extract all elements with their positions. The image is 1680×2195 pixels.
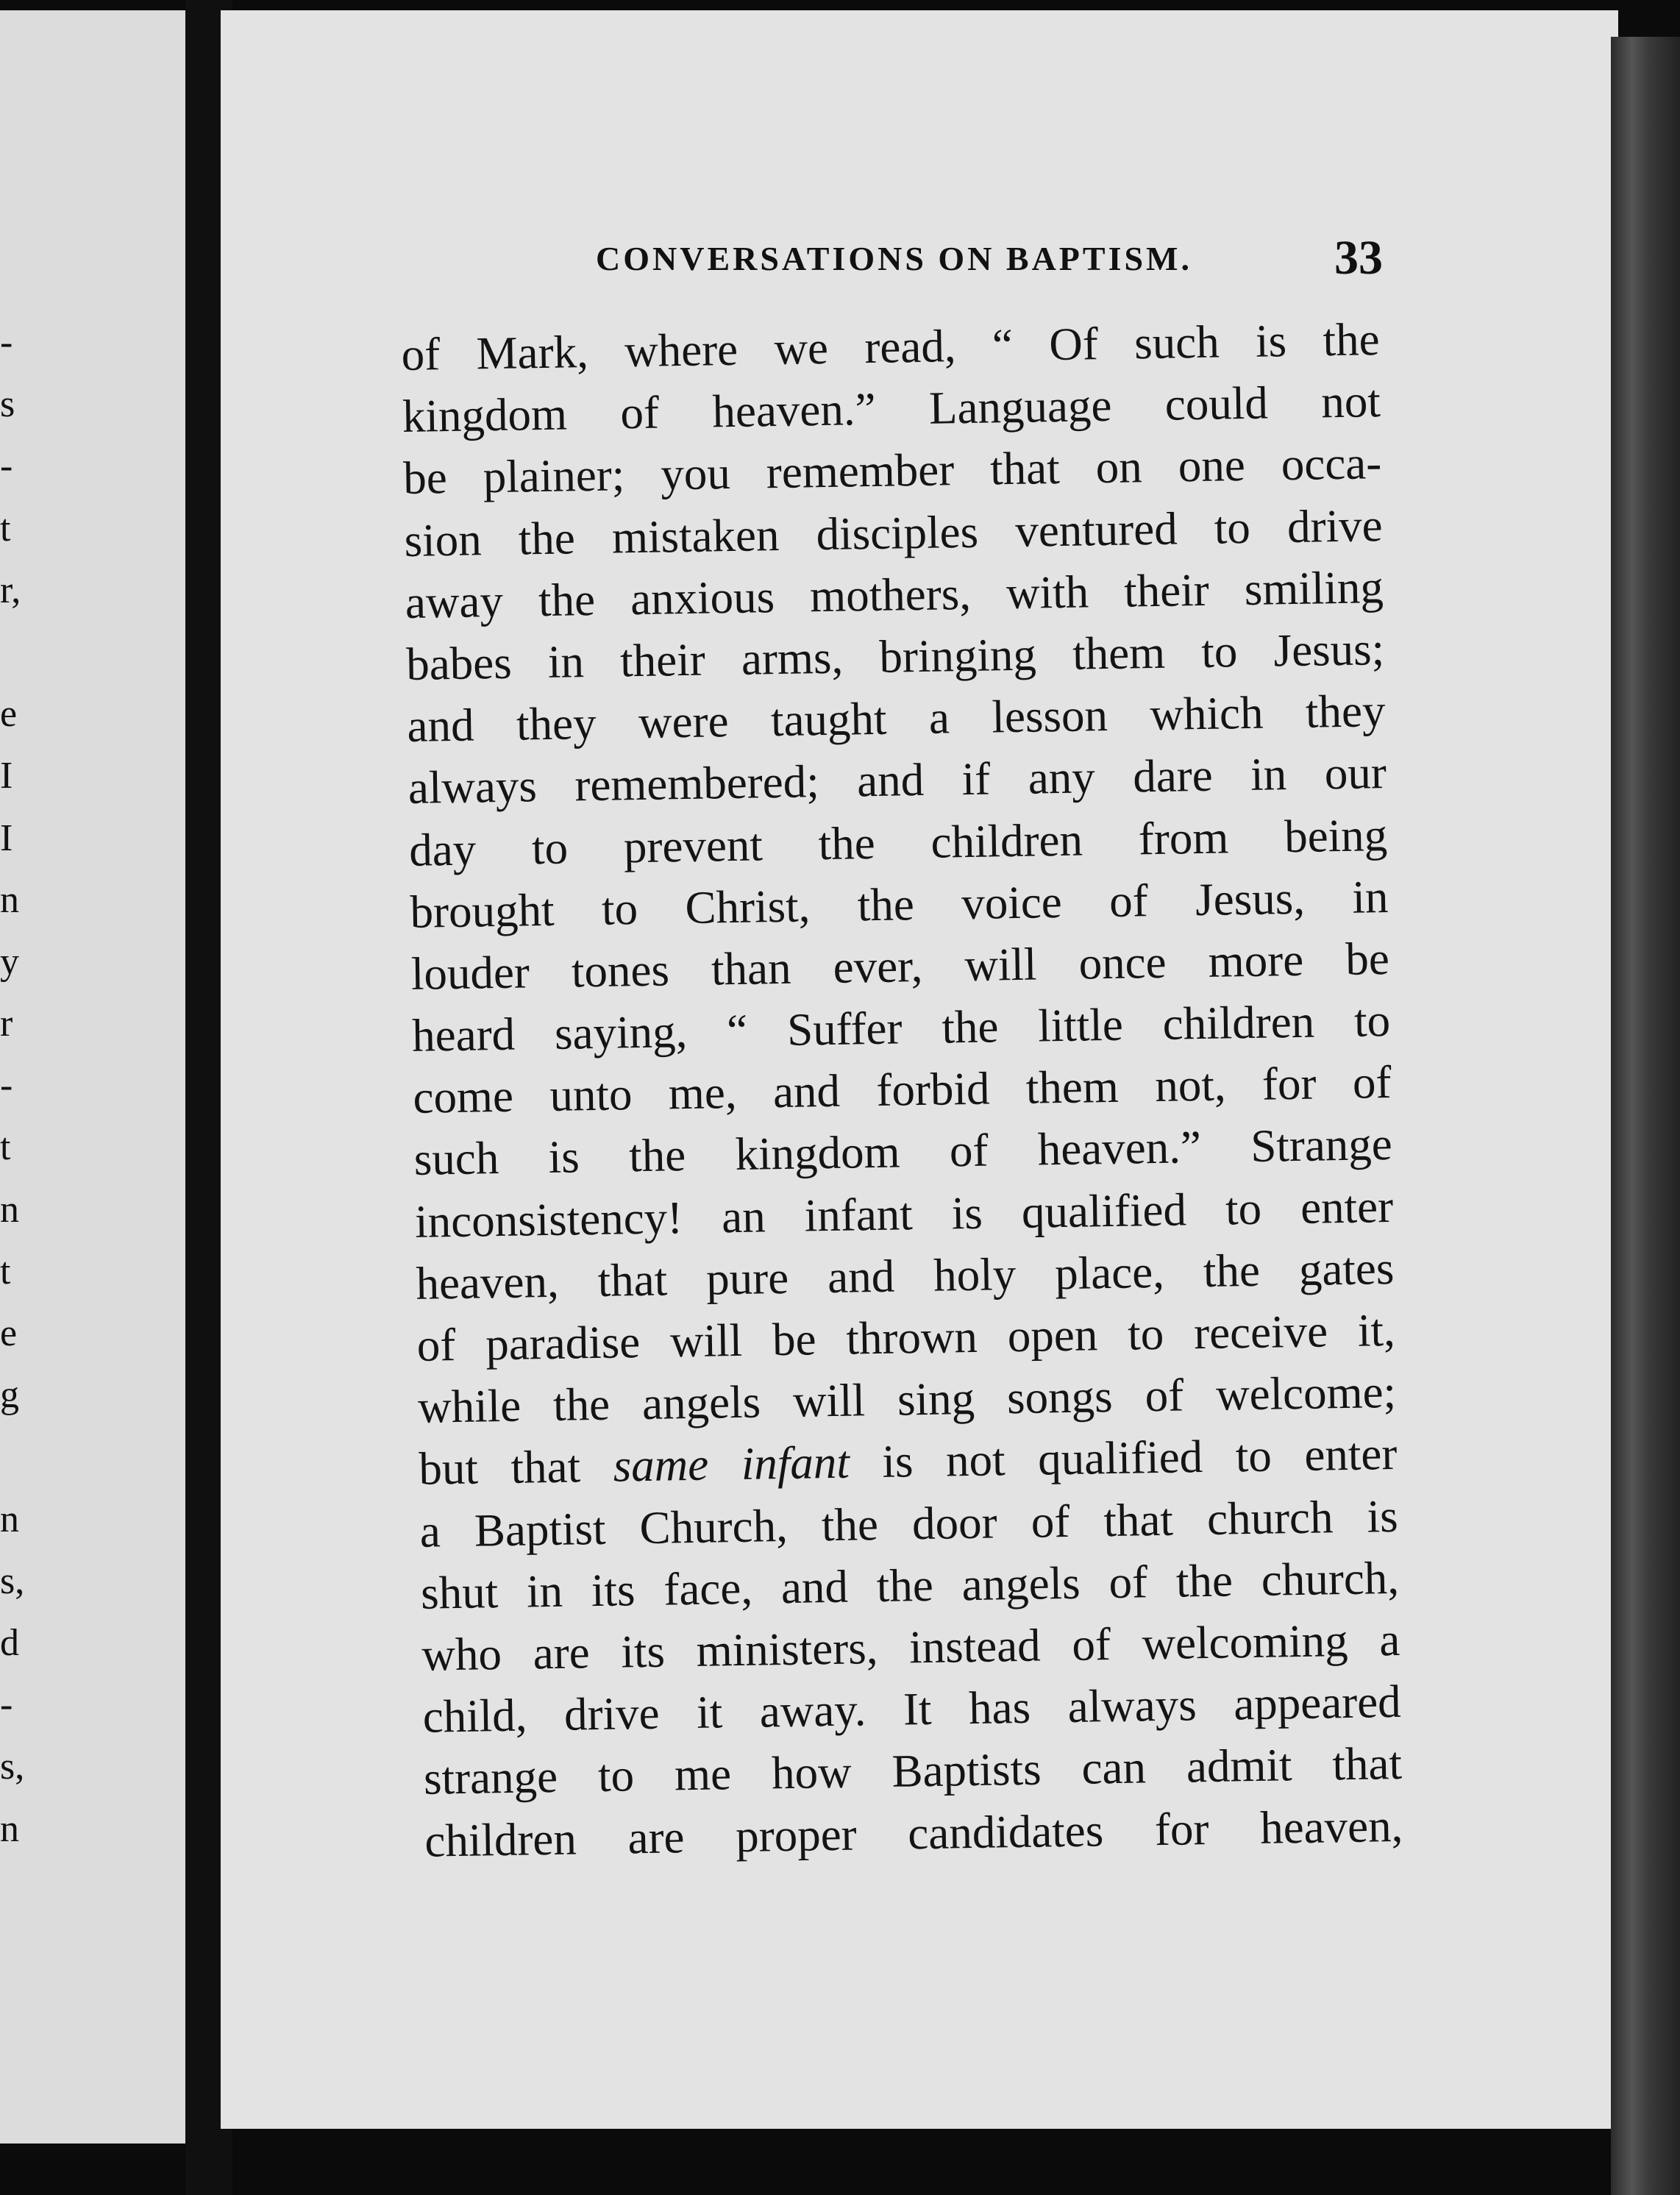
text-line: inconsistency! an infant is qualified to enter bbox=[414, 1180, 1394, 1248]
left-fragment: t bbox=[0, 1126, 11, 1169]
left-fragment bbox=[0, 1426, 29, 1488]
line-end: is not qualified to enter bbox=[849, 1428, 1398, 1488]
text-line: a Baptist Church, the door of that church is bbox=[419, 1490, 1399, 1557]
left-fragment: n bbox=[0, 1188, 19, 1231]
left-fragment: e bbox=[0, 1312, 18, 1354]
text-line: sion the mistaken disciples ventured to drive bbox=[404, 499, 1384, 566]
left-fragment: g bbox=[0, 1374, 19, 1417]
text-line: and they were taught a lesson which they bbox=[407, 685, 1386, 753]
left-fragment: r, bbox=[0, 569, 21, 611]
left-fragment: s, bbox=[0, 1559, 25, 1602]
left-fragment: t bbox=[0, 1250, 11, 1292]
left-fragment: y bbox=[0, 940, 19, 983]
left-fragment: I bbox=[0, 817, 13, 859]
text-line: babes in their arms, bringing them to Jesus; bbox=[405, 622, 1385, 690]
text-line: away the anxious mothers, with their smiling bbox=[405, 561, 1384, 628]
italic-phrase: same infant bbox=[613, 1436, 850, 1493]
text-line: who are its ministers, instead of welcoming a bbox=[421, 1613, 1400, 1681]
text-line: be plainer; you remember that on one occa- bbox=[402, 437, 1382, 505]
text-line: heaven, that pure and holy place, the gates bbox=[415, 1242, 1395, 1309]
text-line: children are proper candidates for heaven, bbox=[424, 1799, 1403, 1867]
line-start: but that bbox=[418, 1440, 614, 1495]
left-fragment: - bbox=[0, 1684, 13, 1726]
left-fragment: e bbox=[0, 693, 18, 736]
text-line: strange to me how Baptists can admit that bbox=[423, 1737, 1403, 1805]
text-line: louder tones than ever, will once more be bbox=[410, 932, 1390, 1000]
left-fragment: - bbox=[0, 445, 13, 488]
text-line: heard saying, “ Suffer the little children to bbox=[411, 995, 1391, 1061]
left-fragment: t bbox=[0, 507, 11, 549]
left-fragment: n bbox=[0, 1807, 19, 1850]
running-title: CONVERSATIONS ON BAPTISM. bbox=[596, 240, 1192, 277]
left-page-text-fragments bbox=[0, 312, 29, 1860]
text-line: while the angels will sing songs of welcome; bbox=[417, 1366, 1397, 1434]
text-line: always remembered; and if any dare in our bbox=[407, 747, 1387, 814]
left-fragment: I bbox=[0, 755, 13, 797]
text-line: of Mark, where we read, “ Of such is the bbox=[401, 313, 1381, 380]
text-line: of paradise will be thrown open to receive it, bbox=[416, 1303, 1396, 1371]
left-page-fragment bbox=[0, 10, 185, 2144]
text-line: brought to Christ, the voice of Jesus, in bbox=[410, 870, 1389, 938]
left-fragment: - bbox=[0, 321, 13, 363]
page-number: 33 bbox=[1334, 231, 1383, 285]
left-fragment: d bbox=[0, 1621, 19, 1664]
body-text bbox=[401, 308, 1403, 1871]
text-line: child, drive it away. It has always appeared bbox=[422, 1676, 1402, 1743]
page-edge bbox=[1611, 37, 1680, 2195]
left-fragment bbox=[0, 622, 29, 683]
left-fragment: s bbox=[0, 383, 15, 426]
text-line: come unto me, and forbid them not, for of bbox=[412, 1056, 1392, 1124]
left-fragment: s, bbox=[0, 1746, 25, 1788]
left-fragment: r bbox=[0, 1003, 13, 1045]
text-line: day to prevent the children from being bbox=[408, 808, 1388, 876]
left-fragment: n bbox=[0, 878, 19, 921]
left-fragment: n bbox=[0, 1498, 19, 1540]
text-line: such is the kingdom of heaven.” Strange bbox=[413, 1118, 1393, 1186]
text-line: shut in its face, and the angels of the church, bbox=[420, 1551, 1400, 1619]
left-fragment: - bbox=[0, 1064, 13, 1107]
text-line: kingdom of heaven.” Language could not bbox=[402, 375, 1381, 443]
running-header bbox=[588, 232, 1383, 291]
